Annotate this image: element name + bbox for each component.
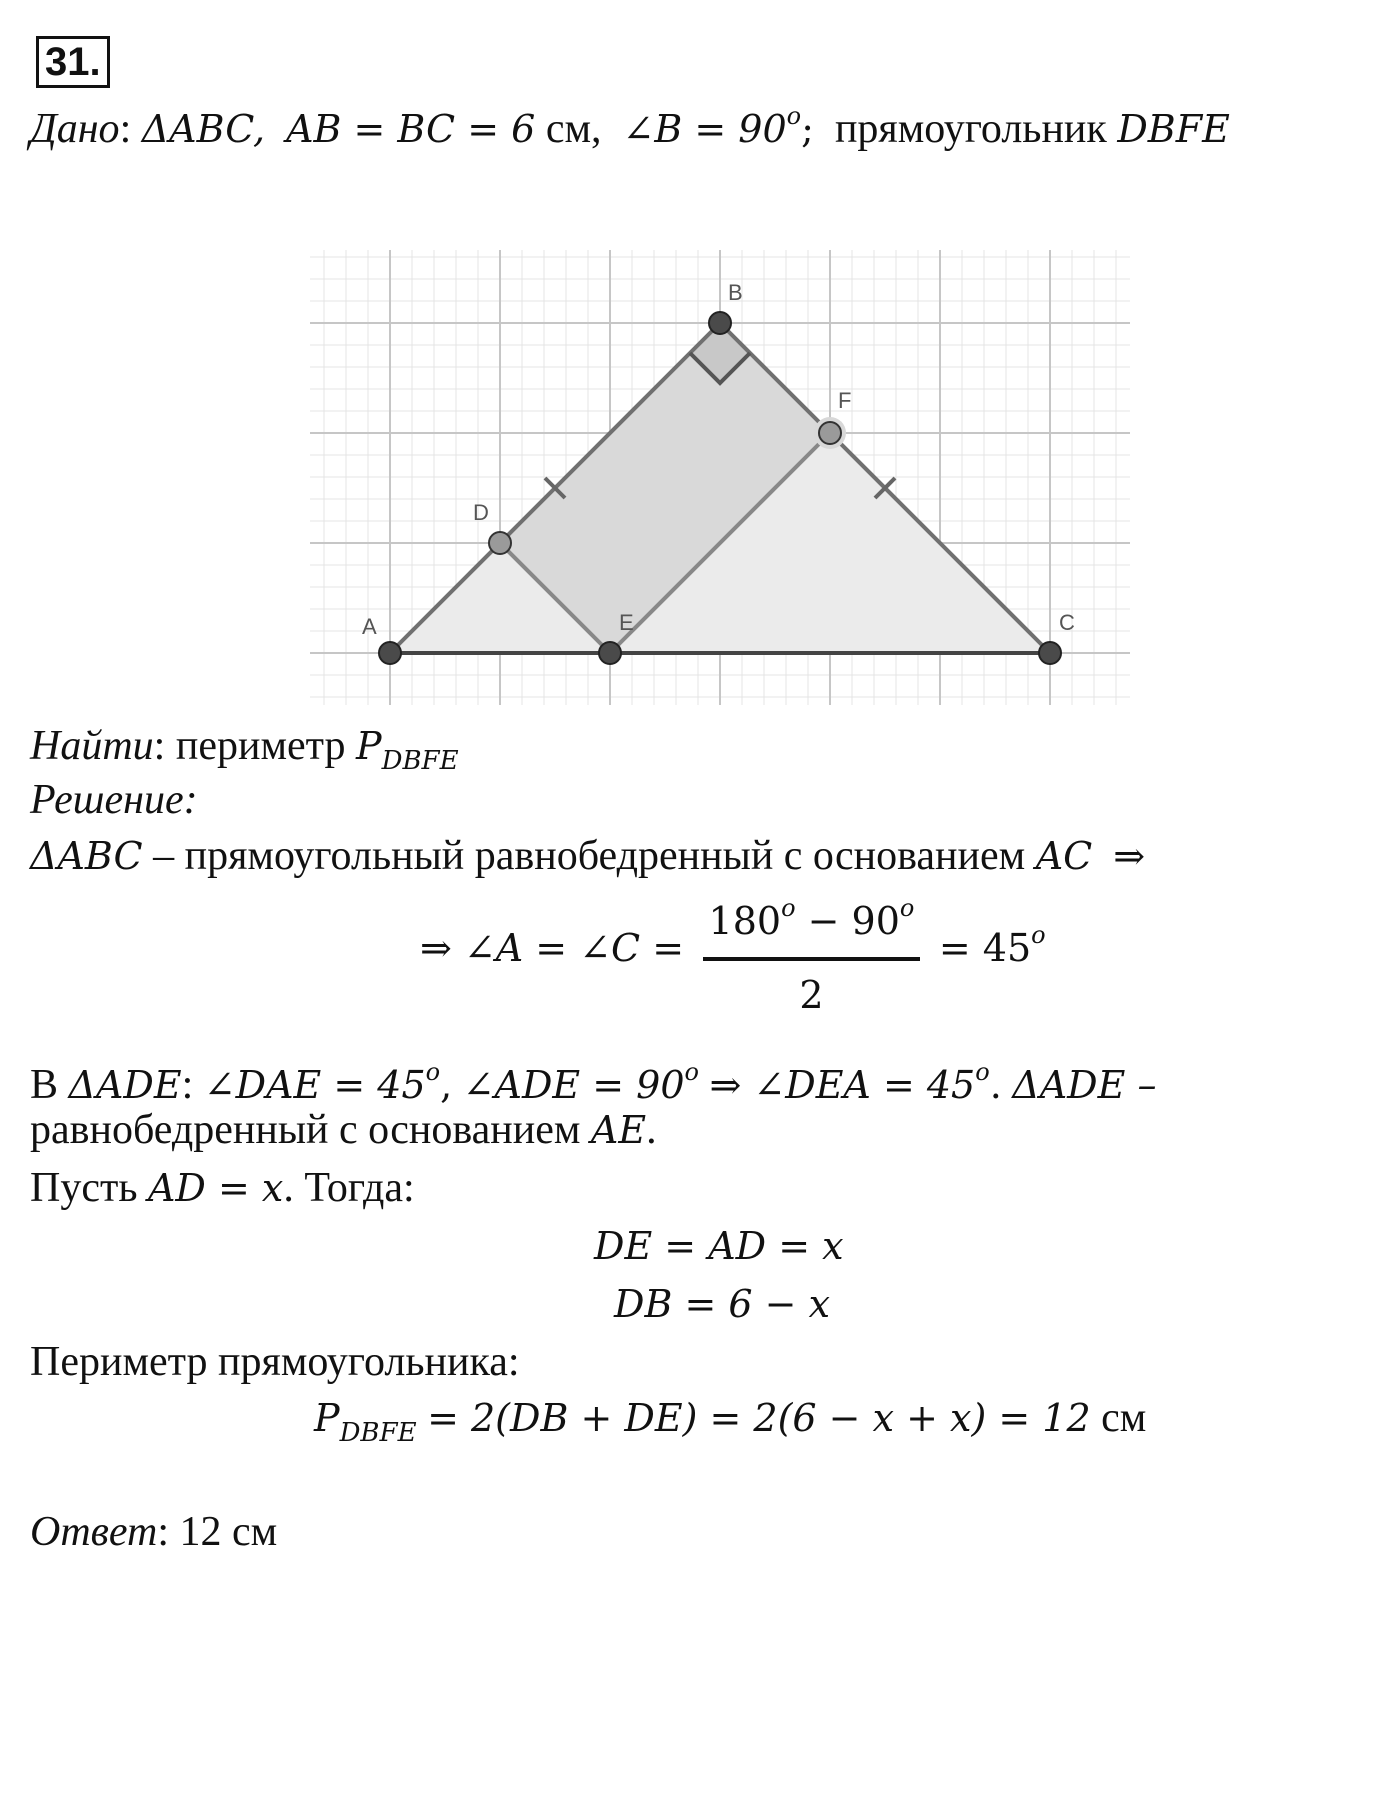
solution-line3: В ΔADE: ∠DAE = $45^o$, ∠ADE = $90^o$ ⇒ ∠DEA = $45^o$. ΔADE –	[30, 1058, 1157, 1108]
point-a	[379, 642, 401, 664]
equation-db: DB = 6 − x	[614, 1282, 830, 1326]
answer-line: Ответ: 12 см	[30, 1509, 278, 1555]
given-sides: AB = BC = 6	[286, 107, 536, 151]
find-text: периметр	[175, 723, 346, 769]
label-e: E	[619, 610, 634, 635]
label-d: D	[473, 500, 489, 525]
find-line: Найти: периметр $P_{DBFE}$	[30, 723, 459, 776]
solution-line5: Пусть AD = x. Тогда:	[30, 1165, 415, 1211]
given-triangle: ΔABC,	[141, 107, 266, 151]
geometry-figure	[310, 250, 1130, 710]
perimeter-text: Периметр прямоугольника:	[30, 1339, 520, 1385]
solution-line4: равнобедренный с основанием AE.	[30, 1107, 657, 1153]
answer-value: 12 см	[179, 1509, 278, 1555]
equation-de: DE = AD = x	[594, 1224, 844, 1268]
label-f: F	[838, 388, 852, 413]
label-a: A	[362, 614, 377, 639]
label-c: C	[1059, 610, 1075, 635]
given-angle: ∠B = $90^o$;	[622, 102, 814, 151]
given-label: Дано	[30, 106, 120, 152]
given-unit: см,	[545, 106, 602, 152]
label-b: B	[728, 280, 743, 305]
perimeter-equation: $P_{DBFE} = 2(DB + DE) = 2(6 - x + x) = 12$ см	[314, 1395, 1147, 1448]
answer-label: Ответ	[30, 1509, 158, 1555]
point-e	[599, 642, 621, 664]
angles-equation: ⇒ ∠A = ∠C = $\frac{180^o - 90^o}{2}$ = $45^o$	[420, 880, 1046, 1023]
point-c	[1039, 642, 1061, 664]
point-b	[709, 312, 731, 334]
problem-number: 31.	[36, 36, 110, 88]
find-perimeter: $P_{DBFE}$	[356, 724, 459, 776]
fraction: $\frac{180^o - 90^o}{2}$	[703, 880, 921, 1023]
given-line: Дано: ΔABC, AB = BC = 6 см, ∠B = $90^o$; прямоугольник DBFE	[30, 102, 1230, 152]
point-d	[489, 532, 511, 554]
find-label: Найти	[30, 723, 154, 769]
solution-label: Решение:	[30, 777, 198, 823]
given-rect-word: прямоугольник	[834, 106, 1107, 152]
point-f	[819, 422, 841, 444]
given-rect: DBFE	[1117, 107, 1230, 151]
solution-line1: ΔABC – прямоугольный равнобедренный с основанием AC ⇒	[30, 833, 1146, 879]
